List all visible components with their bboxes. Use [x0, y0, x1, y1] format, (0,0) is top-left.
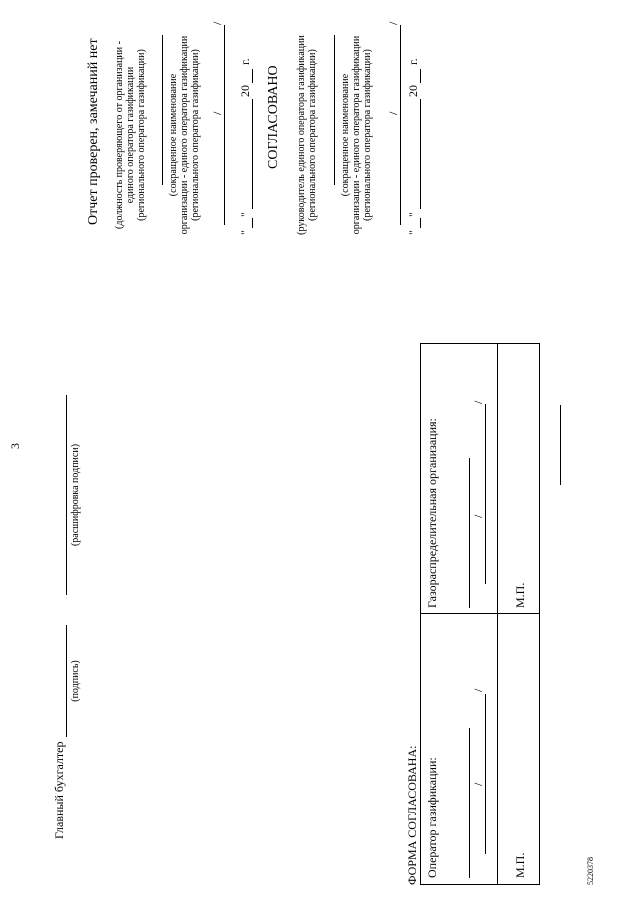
date-month-line — [252, 99, 253, 209]
head-line-1: (руководитель единого оператора газификации — [296, 35, 307, 235]
checker-name-line — [162, 35, 163, 185]
short-name2-line-1: (сокращенное наименование — [340, 73, 351, 197]
table-column-divider — [421, 613, 539, 614]
date2-month-line — [420, 99, 421, 209]
checker-position-line-2: единого оператора газификации — [125, 66, 136, 204]
head-line-2: (регионального оператора газификации) — [307, 49, 318, 221]
bottom-short-line — [560, 405, 561, 485]
date2-year-prefix: 20 — [406, 85, 420, 97]
decoding-caption: (расшифровка подписи) — [70, 443, 81, 547]
date-quote-close: " — [238, 212, 252, 217]
date-day-line — [252, 218, 253, 228]
date-year-suffix: г. — [238, 58, 252, 65]
document-code: 5220378 — [586, 857, 595, 885]
short-name-line-2: организации - единого оператора газификации — [179, 35, 190, 235]
short-name-line-3: (регионального оператора газификации) — [190, 49, 201, 221]
gdo-name-line — [469, 458, 470, 608]
form-agreed-title: ФОРМА СОГЛАСОВАНА: — [405, 745, 419, 885]
table-row-divider — [497, 344, 498, 884]
date2-quote-open: " — [406, 230, 420, 235]
date-year-prefix: 20 — [238, 85, 252, 97]
report-checked-title: Отчет проверен, замечаний нет — [86, 38, 101, 225]
date-year-line — [252, 69, 253, 83]
head-slash-2: / — [386, 21, 400, 25]
head-signature-line — [400, 25, 401, 225]
checker-signature-line — [224, 25, 225, 225]
gdo-signature-line — [485, 404, 486, 584]
short-name-line-1: (сокращенное наименование — [168, 73, 179, 197]
date2-year-suffix: г. — [406, 58, 420, 65]
operator-signature-line — [485, 694, 486, 854]
decoding-signature-line — [66, 395, 67, 595]
short-name2-line-3: (регионального оператора газификации) — [362, 49, 373, 221]
checker-position-line-3: (регионального оператора газификации) — [136, 49, 147, 221]
operator-slash-1: / — [471, 782, 485, 786]
head-name-line — [334, 35, 335, 185]
gdo-slash-2: / — [471, 400, 485, 404]
checker-slash-2: / — [210, 21, 224, 25]
agreed-title: СОГЛАСОВАНО — [266, 65, 281, 169]
gdo-seal-label: М.П. — [513, 582, 527, 608]
gas-distribution-org-header: Газораспределительная организация: — [425, 418, 439, 608]
signature-caption: (подпись) — [70, 660, 81, 702]
page-number: 3 — [8, 443, 22, 449]
checker-slash-1: / — [210, 111, 224, 115]
short-name2-line-2: организации - единого оператора газификации — [351, 35, 362, 235]
operator-slash-2: / — [471, 688, 485, 692]
checker-position-line-1: (должность проверяющего от организации - — [114, 41, 125, 229]
approval-table — [420, 343, 540, 885]
gasification-operator-header: Оператор газификации: — [425, 757, 439, 878]
operator-name-line — [469, 728, 470, 878]
date2-quote-close: " — [406, 212, 420, 217]
chief-accountant-label: Главный бухгалтер — [52, 741, 66, 839]
date2-day-line — [420, 218, 421, 228]
date2-year-line — [420, 69, 421, 83]
operator-seal-label: М.П. — [513, 852, 527, 878]
date-quote-open: " — [238, 230, 252, 235]
gdo-slash-1: / — [471, 514, 485, 518]
signature-line — [66, 625, 67, 737]
head-slash-1: / — [386, 111, 400, 115]
